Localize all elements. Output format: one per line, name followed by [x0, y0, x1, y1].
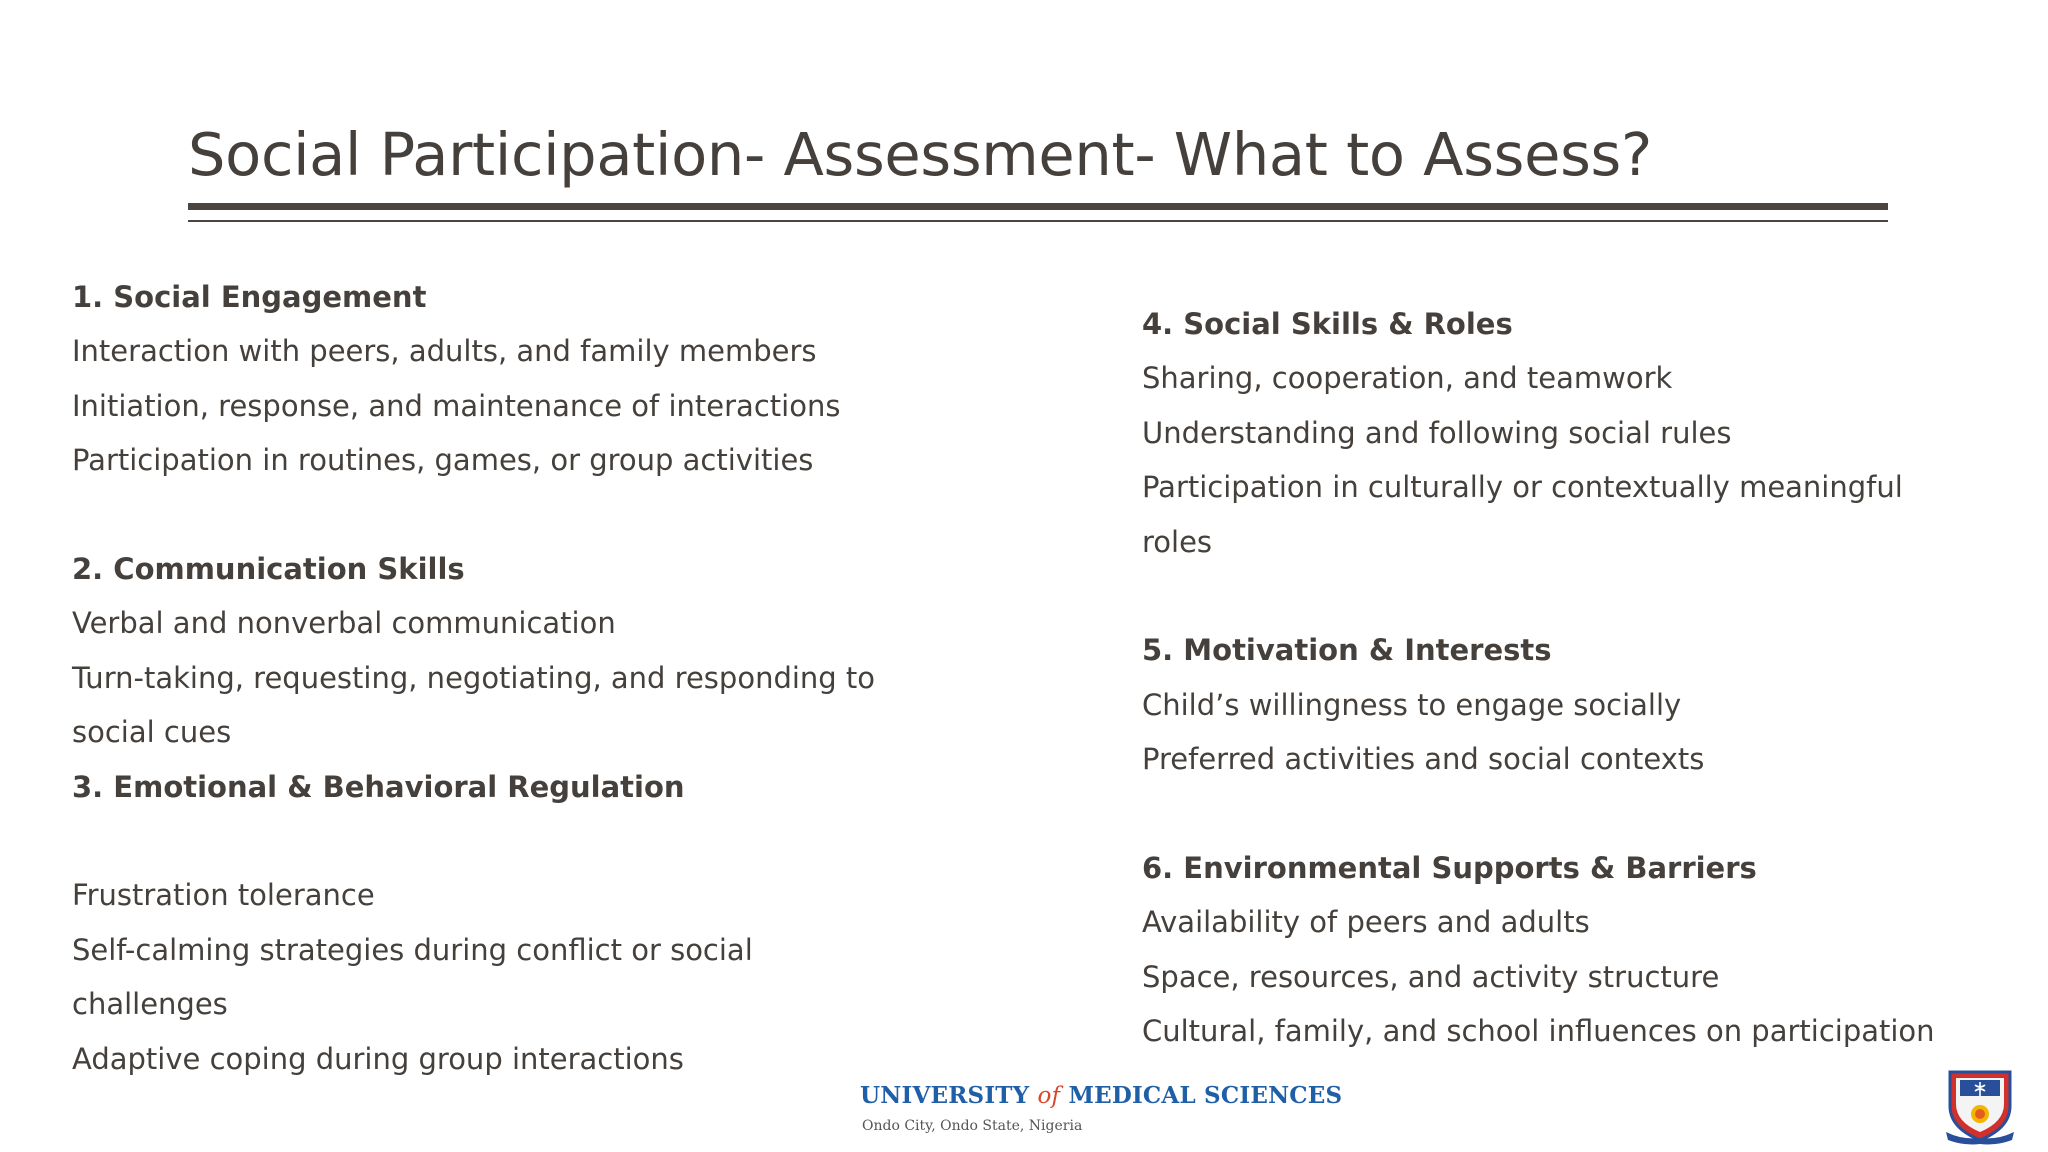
- university-logo-wordmark: [860, 1082, 1342, 1109]
- university-crest-icon: [1944, 1066, 2016, 1146]
- logo-word-medical-sciences: MEDICAL SCIENCES: [1068, 1082, 1343, 1109]
- university-location: Ondo City, Ondo State, Nigeria: [862, 1118, 1083, 1134]
- spacer: [72, 814, 902, 868]
- list-item: Participation in routines, games, or group activities: [72, 443, 814, 478]
- list-item: Sharing, cooperation, and teamwork: [1142, 361, 1673, 396]
- list-item: Verbal and nonverbal communication: [72, 606, 616, 641]
- list-item-continuation: roles: [1142, 524, 1213, 559]
- list-item: Cultural, family, and school influences on participation: [1142, 1014, 1935, 1049]
- section-heading-communication-skills: 2. Communication Skills: [72, 552, 465, 587]
- section-heading-social-skills-roles: 4. Social Skills & Roles: [1142, 307, 1513, 341]
- section-heading-environmental-supports: 6. Environmental Supports & Barriers: [1142, 851, 1757, 886]
- logo-word-of: of: [1037, 1083, 1061, 1109]
- list-item: Interaction with peers, adults, and family members: [72, 334, 817, 369]
- spacer: [72, 488, 902, 542]
- section-heading-motivation-interests: 5. Motivation & Interests: [1142, 633, 1552, 668]
- list-item: Participation in culturally or contextually meaningful: [1142, 470, 1903, 505]
- list-item: Self-calming strategies during conflict or social: [72, 932, 753, 967]
- spacer: [1142, 569, 2022, 623]
- section-heading-social-engagement: 1. Social Engagement: [72, 280, 427, 314]
- logo-word-university: UNIVERSITY: [860, 1082, 1030, 1109]
- list-item: Child’s willingness to engage socially: [1142, 687, 1682, 722]
- list-item: Space, resources, and activity structure: [1142, 959, 1720, 994]
- list-item: Initiation, response, and maintenance of interactions: [72, 388, 841, 423]
- slide-title: Social Participation- Assessment- What to Assess?: [188, 120, 1652, 189]
- list-item: Frustration tolerance: [72, 878, 375, 913]
- list-item: Availability of peers and adults: [1142, 905, 1590, 940]
- list-item-continuation: social cues: [72, 715, 232, 750]
- list-item-continuation: challenges: [72, 987, 228, 1022]
- list-item: Turn-taking, requesting, negotiating, and responding to: [72, 660, 876, 695]
- spacer: [1142, 787, 2022, 841]
- list-item: Adaptive coping during group interactions: [72, 1041, 684, 1076]
- title-underline-thick: [188, 203, 1888, 210]
- list-item: Preferred activities and social contexts: [1142, 742, 1705, 777]
- list-item: Understanding and following social rules: [1142, 415, 1732, 450]
- right-column: [1142, 297, 2022, 1059]
- left-column: [72, 270, 902, 1086]
- title-underline-thin: [188, 220, 1888, 222]
- university-logo: [860, 1082, 1343, 1142]
- section-heading-emotional-regulation: 3. Emotional & Behavioral Regulation: [72, 769, 685, 804]
